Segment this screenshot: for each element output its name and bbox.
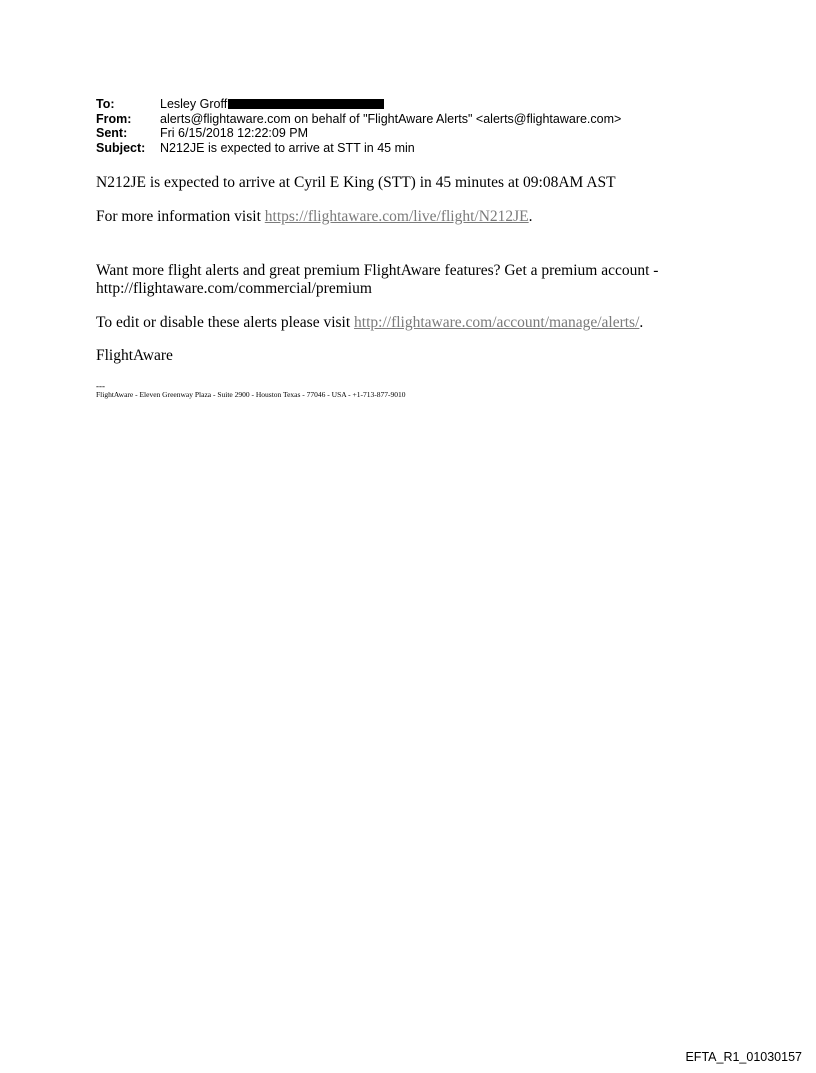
edit-suffix: . [639, 314, 644, 331]
premium-line-1: Want more flight alerts and great premium FlightAware features? Get a premium account - [96, 262, 659, 279]
redaction-bar [228, 99, 384, 109]
to-name: Lesley Groff [160, 97, 228, 111]
subject-label: Subject: [96, 140, 146, 155]
sent-row [96, 126, 621, 141]
footer-address: FlightAware - Eleven Greenway Plaza - Suite 2900 - Houston Texas - 77046 - USA - +1-713-877-9010 [96, 390, 406, 399]
to-label: To: [96, 97, 115, 111]
info-prefix: For more information visit [96, 208, 265, 225]
premium-line-2: http://flightaware.com/commercial/premium [96, 280, 372, 297]
document-id: EFTA_R1_01030157 [685, 1050, 802, 1064]
manage-alerts-link[interactable]: http://flightaware.com/account/manage/alerts/ [354, 314, 640, 331]
sent-label: Sent: [96, 126, 128, 140]
premium-paragraph [96, 262, 658, 298]
from-row [96, 112, 621, 127]
sent-value: Fri 6/15/2018 12:22:09 PM [160, 126, 309, 140]
to-row [96, 97, 621, 112]
subject-row [96, 141, 621, 156]
edit-alerts-paragraph [96, 314, 643, 332]
edit-prefix: To edit or disable these alerts please visit [96, 314, 355, 331]
email-header [96, 97, 621, 155]
subject-value: N212JE is expected to arrive at STT in 45 min [160, 140, 415, 155]
from-label: From: [96, 111, 132, 126]
from-value: alerts@flightaware.com on behalf of "FlightAware Alerts" <alerts@flightaware.com> [160, 111, 622, 126]
to-value [160, 97, 384, 112]
flight-tracking-link[interactable]: https://flightaware.com/live/flight/N212JE [264, 208, 529, 225]
footer-separator: --- [96, 381, 105, 391]
info-suffix: . [528, 208, 533, 225]
info-paragraph [96, 208, 533, 226]
signature: FlightAware [96, 347, 173, 364]
arrival-paragraph: N212JE is expected to arrive at Cyril E King (STT) in 45 minutes at 09:08AM AST [96, 174, 616, 191]
